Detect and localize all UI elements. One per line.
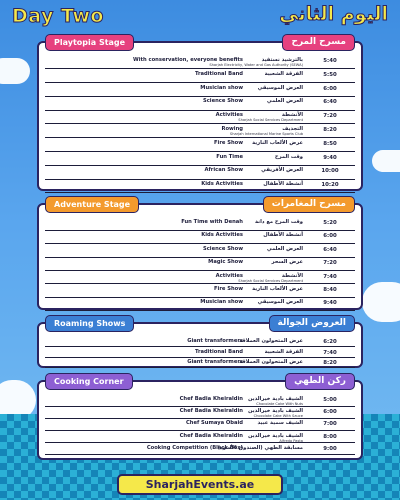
row-divider xyxy=(45,297,355,298)
cloud-bottom-right xyxy=(362,282,400,322)
row-divider xyxy=(45,418,355,419)
event-time: 6:40 xyxy=(323,246,337,253)
event-time: 8:20 xyxy=(323,360,337,366)
event-organizer: Sharjah Social Services Department xyxy=(238,118,303,123)
event-time: 10:00 xyxy=(321,168,339,175)
event-organizer: Sharjah Electricity, Water and Gas Authority (SEWA) xyxy=(209,63,303,67)
event-name-ar: العرض الموسيقي xyxy=(257,299,303,306)
row-divider xyxy=(45,442,355,443)
row-divider xyxy=(45,192,355,193)
event-time: 7:20 xyxy=(323,260,337,267)
event-name-ar: العرض الأفريقي xyxy=(261,167,303,174)
section-title-ar: مسرح المغامرات xyxy=(263,196,355,213)
event-name-ar: عرض المتحولون العملاقة xyxy=(239,359,303,365)
day-title-ar: اليوم الثاني xyxy=(279,3,388,25)
event-name-en: Science Show xyxy=(203,98,243,105)
section-title-ar: ركن الطهي xyxy=(285,373,355,390)
event-name-en: Kids Activities xyxy=(201,181,243,188)
row-divider xyxy=(45,68,355,69)
event-name-ar: الشيف سمية عبيد xyxy=(257,420,303,427)
event-time: 8:00 xyxy=(323,433,337,440)
event-name-ar: عرض الألعاب النارية xyxy=(252,139,303,146)
event-name-ar: العرض العلمي xyxy=(266,245,303,252)
event-name-en: Fire Show xyxy=(214,139,243,146)
event-name-ar: أنشطة الأطفال xyxy=(263,232,303,239)
row-divider xyxy=(45,346,355,347)
row-divider xyxy=(45,243,355,244)
event-time: 6:20 xyxy=(323,339,337,345)
row-divider xyxy=(45,110,355,111)
event-name-ar: وقت المرح مع دانة xyxy=(255,219,303,225)
event-time: 7:20 xyxy=(323,113,337,120)
section-title-ar: مسرح المرح xyxy=(282,34,355,51)
row-divider xyxy=(45,310,355,311)
row-divider xyxy=(45,257,355,258)
event-organizer: Chocolate Cake With Sauce xyxy=(253,414,303,419)
row-divider xyxy=(45,82,355,83)
event-name-en: Chef Badia Kheiraldin xyxy=(179,396,243,402)
event-name-ar: عرض السحر xyxy=(271,259,303,266)
event-name-ar: الأنشطة xyxy=(281,112,303,119)
event-time: 9:40 xyxy=(323,300,337,307)
event-name-ar: الفرقة الشعبية xyxy=(264,70,303,77)
section-title-en: Cooking Corner xyxy=(45,373,133,390)
event-name-en: Fun Time xyxy=(216,153,243,160)
event-name-en: African Show xyxy=(204,167,243,174)
event-name-en: Magic Show xyxy=(208,259,243,266)
row-divider xyxy=(45,230,355,231)
event-time: 5:20 xyxy=(323,220,337,226)
playtopia-stage-section xyxy=(37,37,363,191)
event-name-en: Fun Time with Denah xyxy=(181,219,243,225)
row-divider xyxy=(45,179,355,180)
cloud-right xyxy=(372,150,400,172)
event-time: 6:40 xyxy=(323,99,337,106)
event-name-en: Musician show xyxy=(200,299,243,306)
event-time: 8:20 xyxy=(323,127,337,133)
event-name-en: Musician show xyxy=(200,84,243,91)
event-time: 6:00 xyxy=(323,409,337,416)
event-time: 7:00 xyxy=(323,421,337,428)
section-title-en: Adventure Stage xyxy=(45,196,139,213)
event-organizer: Sharjah Social Services Department xyxy=(238,278,303,283)
row-divider xyxy=(45,123,355,124)
event-organizer: Sharjah International Marine Sports Club xyxy=(229,132,303,136)
event-name-ar: بالترشيد نستفيد xyxy=(261,57,303,63)
row-divider xyxy=(45,137,355,138)
event-name-en: Chef Badia Kheiraldin xyxy=(179,432,243,439)
event-name-ar: عرض المتحولون العملاقة xyxy=(239,338,303,344)
section-title-en: Playtopia Stage xyxy=(45,34,134,51)
event-name-en: Activities xyxy=(215,112,243,119)
event-time: 8:50 xyxy=(323,140,337,147)
roaming-shows-section xyxy=(37,318,363,368)
event-name-ar: الأنشطة xyxy=(281,272,303,279)
row-divider xyxy=(45,165,355,166)
event-name-ar: العرض الموسيقي xyxy=(257,84,303,91)
event-name-en: Giant transformers xyxy=(187,359,243,365)
section-title-ar: العروض الجوالة xyxy=(269,315,356,332)
event-name-en: Rowing xyxy=(221,126,243,132)
event-name-en: Giant transformers xyxy=(187,338,243,344)
website-link[interactable]: SharjahEvents.ae xyxy=(117,474,283,495)
event-name-en: Traditional Band xyxy=(195,70,243,77)
event-time: 10:20 xyxy=(321,182,339,189)
event-name-ar: الشيف بادية خيرالدين xyxy=(248,432,303,439)
event-name-en: Chef Sumaya Obaid xyxy=(185,420,243,427)
row-divider xyxy=(45,270,355,271)
event-name-ar: التجديف xyxy=(282,126,303,132)
event-name-en: Cooking Competition (Black Box) xyxy=(146,444,243,451)
event-organizer: Chocolate Cake With Nuts xyxy=(256,402,303,406)
event-time: 8:40 xyxy=(323,287,337,293)
event-name-ar: الشيف بادية خيرالدين xyxy=(248,408,303,415)
event-time: 9:40 xyxy=(323,154,337,161)
event-time: 6:00 xyxy=(323,85,337,92)
event-name-ar: مسابقة الطهي (الصندوق الأسود) xyxy=(217,444,303,451)
event-name-ar: أنشطة الأطفال xyxy=(263,181,303,188)
adventure-stage-section xyxy=(37,199,363,310)
event-time: 7:40 xyxy=(323,273,337,280)
row-divider xyxy=(45,367,355,368)
event-time: 6:00 xyxy=(323,233,337,240)
event-organizer: Alfredo Pasta xyxy=(279,438,303,443)
event-name-ar: العرض العلمي xyxy=(266,98,303,105)
row-divider xyxy=(45,430,355,431)
event-name-en: Science Show xyxy=(203,245,243,252)
event-name-en: Fire Show xyxy=(214,286,243,292)
section-title-en: Roaming Shows xyxy=(45,315,134,332)
row-divider xyxy=(45,454,355,455)
event-time: 5:00 xyxy=(323,397,337,403)
event-name-en: Kids Activities xyxy=(201,232,243,239)
event-name-ar: الفرقة الشعبية xyxy=(264,348,303,355)
row-divider xyxy=(45,283,355,284)
event-name-en: Traditional Band xyxy=(195,348,243,355)
row-divider xyxy=(45,357,355,358)
event-name-en: With conservation, everyone benefits xyxy=(133,57,243,63)
event-name-en: Chef Badia Kheiraldin xyxy=(179,408,243,415)
event-time: 5:40 xyxy=(323,58,337,64)
event-time: 7:40 xyxy=(323,349,337,356)
cooking-corner-section xyxy=(37,376,363,460)
event-name-ar: وقت المرح xyxy=(274,153,303,160)
event-name-en: Activities xyxy=(215,272,243,279)
event-name-ar: الشيف بادية خيرالدين xyxy=(248,396,303,402)
row-divider xyxy=(45,406,355,407)
event-time: 9:00 xyxy=(323,445,337,452)
day-title-en: Day Two xyxy=(12,5,104,27)
row-divider xyxy=(45,151,355,152)
cloud-top-left xyxy=(0,58,30,84)
event-name-ar: عرض الألعاب النارية xyxy=(252,286,303,292)
row-divider xyxy=(45,96,355,97)
event-time: 5:50 xyxy=(323,71,337,78)
